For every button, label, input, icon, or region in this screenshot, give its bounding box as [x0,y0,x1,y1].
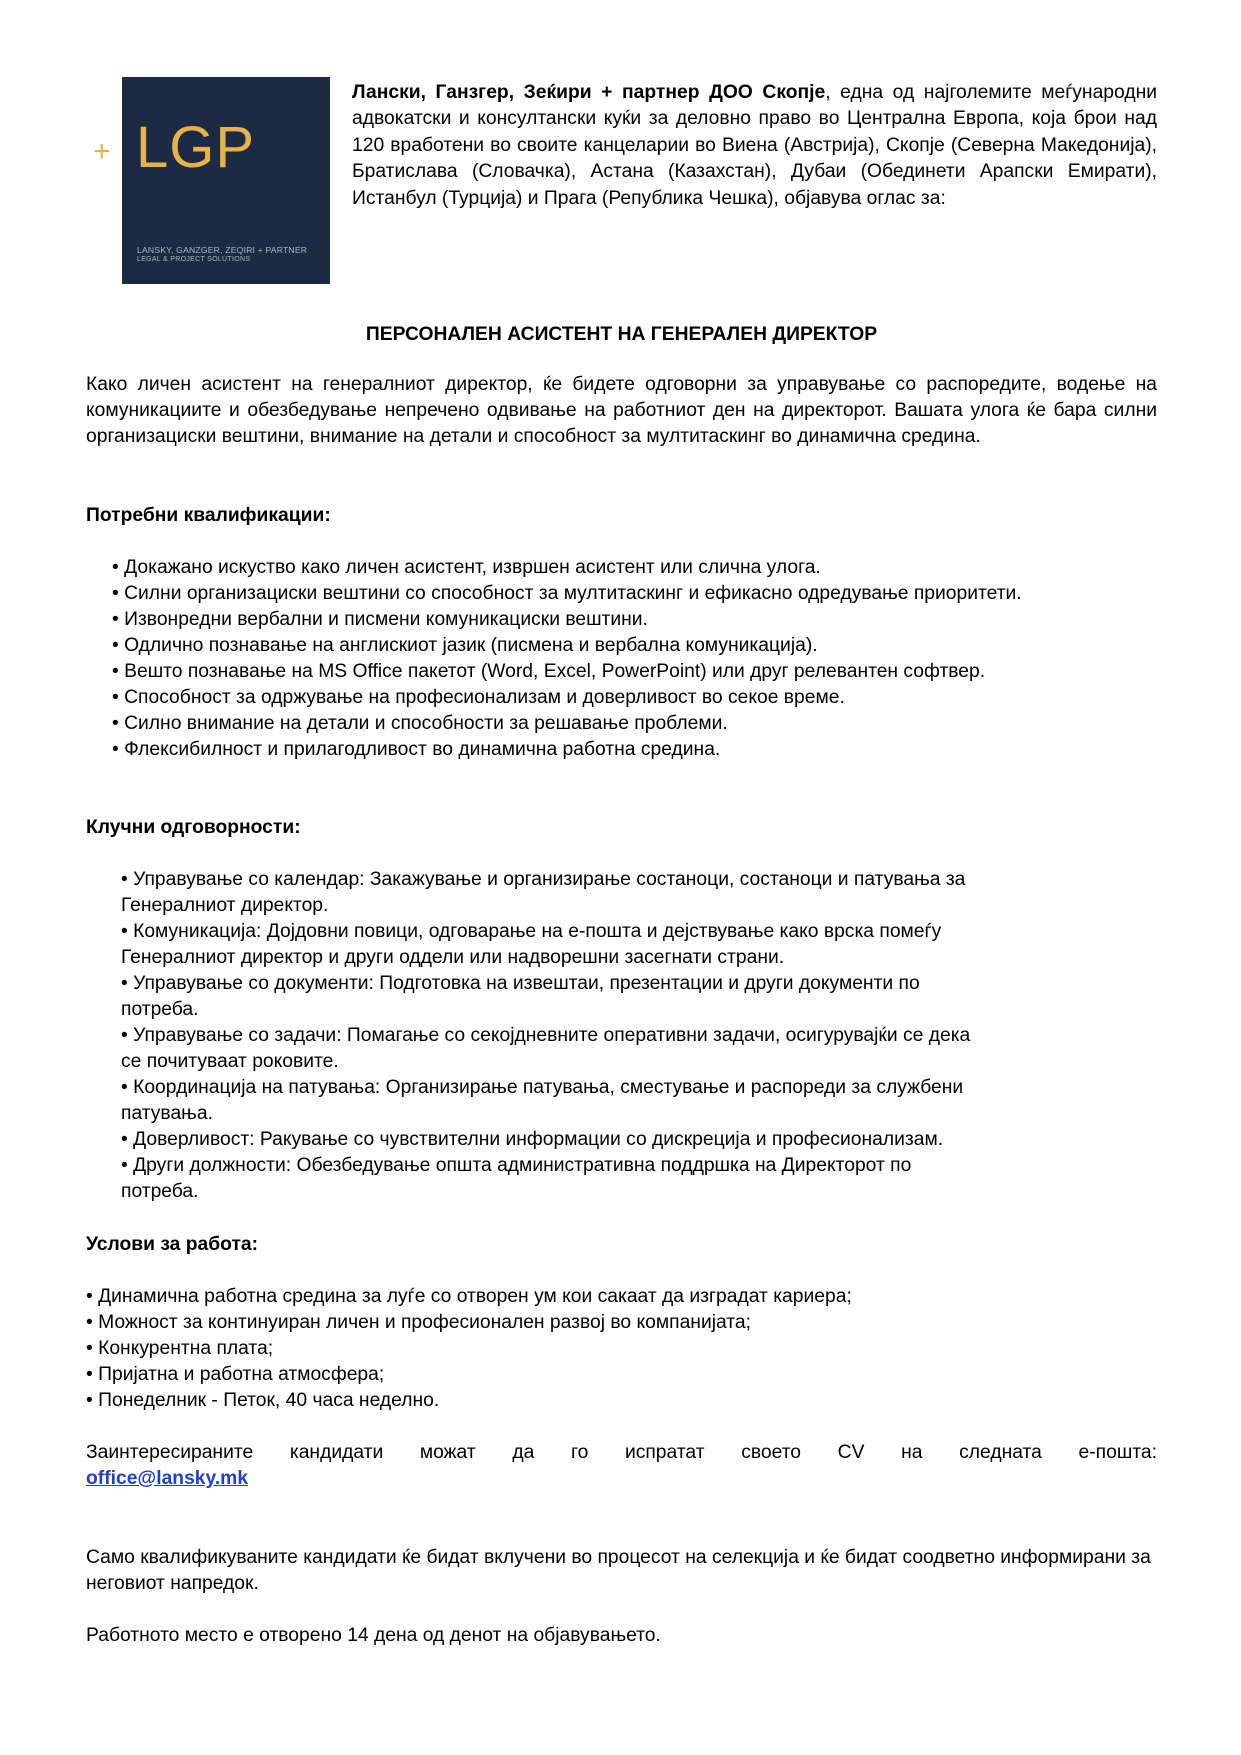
responsibilities-heading: Клучни одговорности: [86,817,301,838]
list-item: • Други должности: Обезбедување општа административна поддршка на Директорот по [121,1155,912,1176]
list-item: • Конкурентна плата; [86,1338,274,1359]
list-item-continuation: патувања. [121,1103,213,1124]
apply-paragraph [86,1440,1157,1492]
intro-paragraph [352,80,1157,212]
logo-letters: LGP [136,115,256,180]
logo-plus: + [93,135,111,168]
list-item: • Управување со задачи: Помагање со секојдневните оперативни задачи, осигурувајќи се дека [121,1025,971,1046]
list-item: • Одлично познавање на англискиот јазик (писмена и вербална комуникација). [112,635,818,656]
responsibilities-list [121,867,1157,1205]
list-item: • Вешто познавање на MS Office пакетот (Word, Excel, PowerPoint) или друг релевантен софтвер. [112,661,986,682]
deadline-notice: Работното место е отворено 14 дена од денот на објавувањето. [86,1625,661,1646]
apply-text: Заинтересираните кандидати можат да го испратат своето CV на следната е-пошта: [86,1442,1157,1463]
qualifications-heading: Потребни квалификации: [86,505,331,526]
list-item: • Можност за континуиран личен и професионален развој во компанијата; [86,1312,751,1333]
list-item-continuation: потреба. [121,1181,199,1202]
company-logo [93,77,330,284]
list-item: • Силно внимание на детали и способности за решавање проблеми. [112,713,728,734]
list-item-continuation: Генералниот директор и други оддели или надворешни засегнати страни. [121,947,785,968]
list-item: • Извонредни вербални и писмени комуникациски вештини. [112,609,648,630]
list-item: • Силни организациски вештини со способност за мултитаскинг и ефикасно одредување приоритети. [112,583,1022,604]
selection-notice: Само квалификуваните кандидати ќе бидат вклучени во процесот на селекција и ќе бидат соодветно информирани за неговиот напредок. [86,1547,1151,1594]
list-item: • Управување со документи: Подготовка на извештаи, презентации и други документи по [121,973,920,994]
list-item: • Динамична работна средина за луѓе со отворен ум кои сакаат да изградат кариера; [86,1286,852,1307]
list-item: • Докажано искуство како личен асистент, извршен асистент или слична улога. [112,557,821,578]
list-item-continuation: се почитуваат роковите. [121,1051,339,1072]
job-description: Како личен асистент на генералниот директор, ќе бидете одговорни за управување со распоредите, водење на комуникациите и обезбедување непречено одвивање на работниот ден на директорот. Вашата улога ќе бара силни организациски вештини, внимание на детали и способност за мултитаскинг во динамична средина. [86,374,1157,447]
list-item-continuation: Генералниот директор. [121,895,329,916]
list-item: • Способност за одржување на професионализам и доверливост во секое време. [112,687,845,708]
list-item: • Доверливост: Ракување со чувствителни информации со дискреција и професионализам. [121,1129,944,1150]
list-item: • Управување со календар: Закажување и организирање состаноци, состаноци и патувања за [121,869,966,890]
job-title: ПЕРСОНАЛЕН АСИСТЕНТ НА ГЕНЕРАЛЕН ДИРЕКТОР [365,324,878,345]
contact-email-link[interactable]: office@lansky.mk [86,1468,249,1489]
logo-tagline: LEGAL & PROJECT SOLUTIONS [137,256,251,263]
conditions-list [86,1284,1157,1414]
list-item: • Пријатна и работна атмосфера; [86,1364,385,1385]
list-item: • Флексибилност и прилагодливост во динамична работна средина. [112,739,721,760]
company-name: Лански, Ганзгер, Зеќири + партнер ДОО Скопје [352,82,826,103]
list-item: • Понеделник - Петок, 40 часа неделно. [86,1390,440,1411]
qualifications-list [112,555,1157,763]
list-item: • Координација на патувања: Организирање патувања, сместување и распореди за службени [121,1077,964,1098]
conditions-heading: Услови за работа: [86,1234,259,1255]
logo-firm-name: LANSKY, GANZGER, ZEQIRI + PARTNER [137,245,308,255]
list-item: • Комуникација: Дојдовни повици, одговарање на е-пошта и дејствување како врска помеѓу [121,921,942,942]
list-item-continuation: потреба. [121,999,199,1020]
intro-text: , една од најголемите меѓународни адвокатски и консултански куќи за деловно право во Централна Европа, која брои над 120 вработени во своите канцеларии во Виена (Австрија), Скопје (Северна Македонија), Братислава (Словачка), Астана (Казахстан), Дубаи (Обединети Арапски Емирати), Истанбул (Турција) и Прага (Република Чешка), објавува оглас за: [352,82,1157,209]
